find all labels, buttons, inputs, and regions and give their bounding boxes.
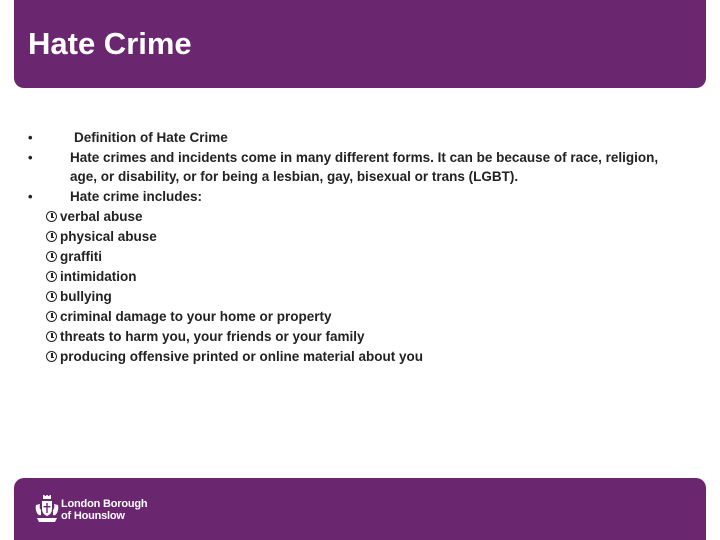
list-item-text: verbal abuse	[60, 209, 143, 224]
logo-line-1: London Borough	[61, 498, 148, 510]
list-item-text: bullying	[60, 289, 112, 304]
crest-icon	[34, 495, 60, 525]
list-item-text: producing offensive printed or online material about you	[60, 349, 424, 364]
bullet-marker: •	[28, 130, 33, 145]
bullet-marker: •	[28, 189, 33, 204]
title-banner	[14, 0, 706, 88]
clock-icon	[46, 331, 57, 342]
list-item	[28, 267, 688, 287]
list-item	[28, 207, 688, 227]
list-item-text: graffiti	[60, 249, 102, 264]
clock-icon	[46, 291, 57, 302]
clock-icon	[46, 231, 57, 242]
clock-icon	[46, 211, 57, 222]
list-item	[28, 247, 688, 267]
slide-title: Hate Crime	[28, 26, 192, 61]
list-item-text: threats to harm you, your friends or your family	[60, 329, 365, 344]
list-item-text: physical abuse	[60, 229, 157, 244]
clock-icon	[46, 351, 57, 362]
bullet-item	[28, 128, 688, 147]
list-item	[28, 227, 688, 247]
clock-icon	[46, 311, 57, 322]
bullet-text: Definition of Hate Crime	[74, 130, 228, 145]
slide-body	[28, 128, 688, 367]
footer-banner	[14, 478, 706, 540]
list-item-text: criminal damage to your home or property	[60, 309, 332, 324]
bullet-item	[28, 148, 688, 186]
list-item	[28, 287, 688, 307]
council-logo-text	[61, 498, 147, 522]
clock-icon	[46, 251, 57, 262]
list-item	[28, 307, 688, 327]
bullet-text: Hate crimes and incidents come in many different forms. It can be because of race, religion, age, or disability, or for being a lesbian, gay, bisexual or trans (LGBT).	[70, 150, 659, 184]
bullet-item	[28, 187, 688, 206]
bullet-text: Hate crime includes:	[70, 189, 203, 204]
list-item-text: intimidation	[60, 269, 137, 284]
clock-icon	[46, 271, 57, 282]
list-item	[28, 347, 688, 367]
list-item	[28, 327, 688, 347]
bullet-marker: •	[28, 150, 33, 165]
logo-line-2: of Hounslow	[61, 510, 125, 522]
